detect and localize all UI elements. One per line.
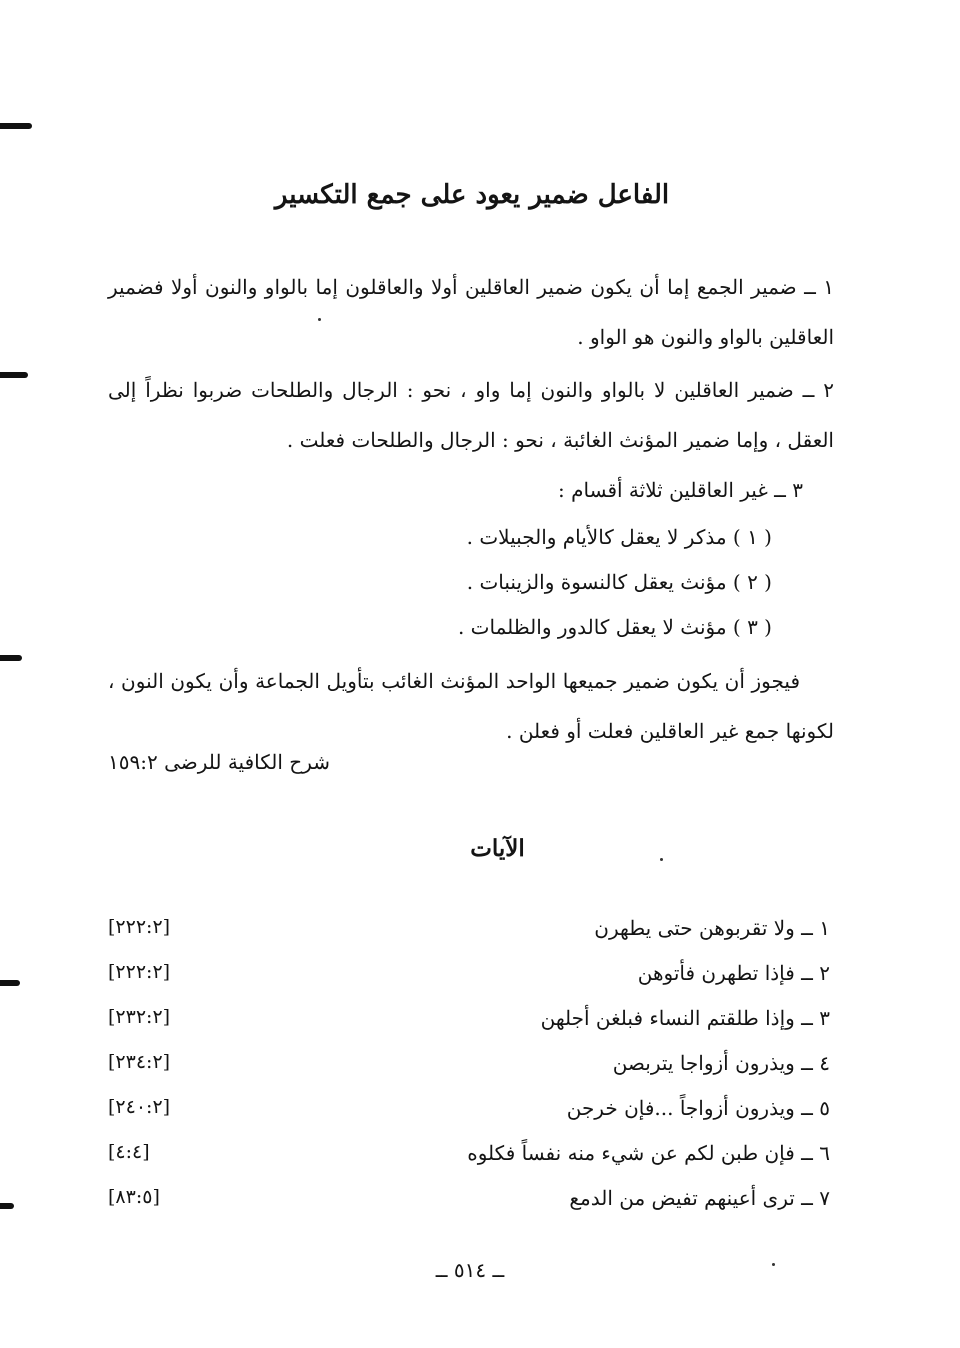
verse-reference: [٤:٤] [108, 1141, 150, 1163]
verse-reference: [٢٢٢:٢] [108, 916, 171, 938]
verse-row [108, 916, 830, 961]
verse-row [108, 1051, 830, 1096]
verse-reference: [٢٣٤:٢] [108, 1051, 171, 1073]
verse-text: ٧ ــ ترى أعينهم تفيض من الدمع [569, 1186, 830, 1210]
verse-reference: [٢٤٠:٢] [108, 1096, 171, 1118]
paragraph-4: فيجوز أن يكون ضمير جميعها الواحد المؤنث الغائب بتأويل الجماعة وأن يكون النون ، لكونها جمع غير العاقلين فعلت أو فعلن . [108, 669, 834, 743]
paragraph-1: ١ ــ ضمير الجمع إما أن يكون ضمير العاقلين أولا والعاقلون إما بالواو والنون أولا فضمير العاقلين بالواو والنون هو الواو . [108, 275, 834, 349]
scan-mark [0, 980, 20, 986]
scan-mark [0, 1203, 14, 1209]
category-item: ( ١ ) مذكر لا يعقل كالأيام والجبيلات . [466, 525, 772, 549]
verse-text: ٣ ــ وإذا طلقتم النساء فبلغن أجلهن [540, 1006, 830, 1030]
verses-list [108, 916, 830, 1231]
chapter-title: الفاعل ضمير يعود على جمع التكسير [274, 180, 670, 210]
verse-row [108, 1096, 830, 1141]
category-item: ( ٢ ) مؤنث يعقل كالنسوة والزينبات . [466, 570, 772, 594]
verse-text: ٢ ــ فإذا تطهرن فأتوهن [637, 961, 830, 985]
verse-text: ١ ــ ولا تقربوهن حتى يطهرن [594, 916, 830, 940]
scan-mark [0, 372, 28, 378]
scan-mark [0, 655, 22, 661]
page-number: ــ ٥١٤ ــ [435, 1258, 505, 1282]
verse-reference: [٢٢٢:٢] [108, 961, 171, 983]
verses-heading: الآيات [470, 835, 525, 862]
verse-row [108, 1006, 830, 1051]
verse-row [108, 1141, 830, 1186]
paragraph-2: ٢ ــ ضمير العاقلين لا بالواو والنون إما واو ، نحو : الرجال والطلحات ضربوا نظراً إلى العقل ، وإما ضمير المؤنث الغائبة ، نحو : الرجال والطلحات فعلت . [108, 378, 834, 452]
scan-mark [0, 123, 32, 129]
verse-reference: [٢٣٢:٢] [108, 1006, 171, 1028]
source-citation: شرح الكافية للرضى ١٥٩:٢ [108, 750, 331, 774]
verse-row [108, 961, 830, 1006]
verse-text: ٦ ــ فإن طبن لكم عن شيء منه نفساً فكلوه [467, 1141, 830, 1165]
scan-speck [772, 1263, 775, 1266]
verse-row [108, 1186, 830, 1231]
verse-text: ٤ ــ ويذرون أزواجا يتربصن [612, 1051, 830, 1075]
category-item: ( ٣ ) مؤنث لا يعقل كالدور والظلمات . [457, 615, 772, 639]
paragraph-3-intro: ٣ ــ غير العاقلين ثلاثة أقسام : [558, 478, 803, 502]
verse-text: ٥ ــ ويذرون أزواجاً ...فإن خرجن [566, 1096, 830, 1120]
verse-reference: [٨٣:٥] [108, 1186, 160, 1208]
